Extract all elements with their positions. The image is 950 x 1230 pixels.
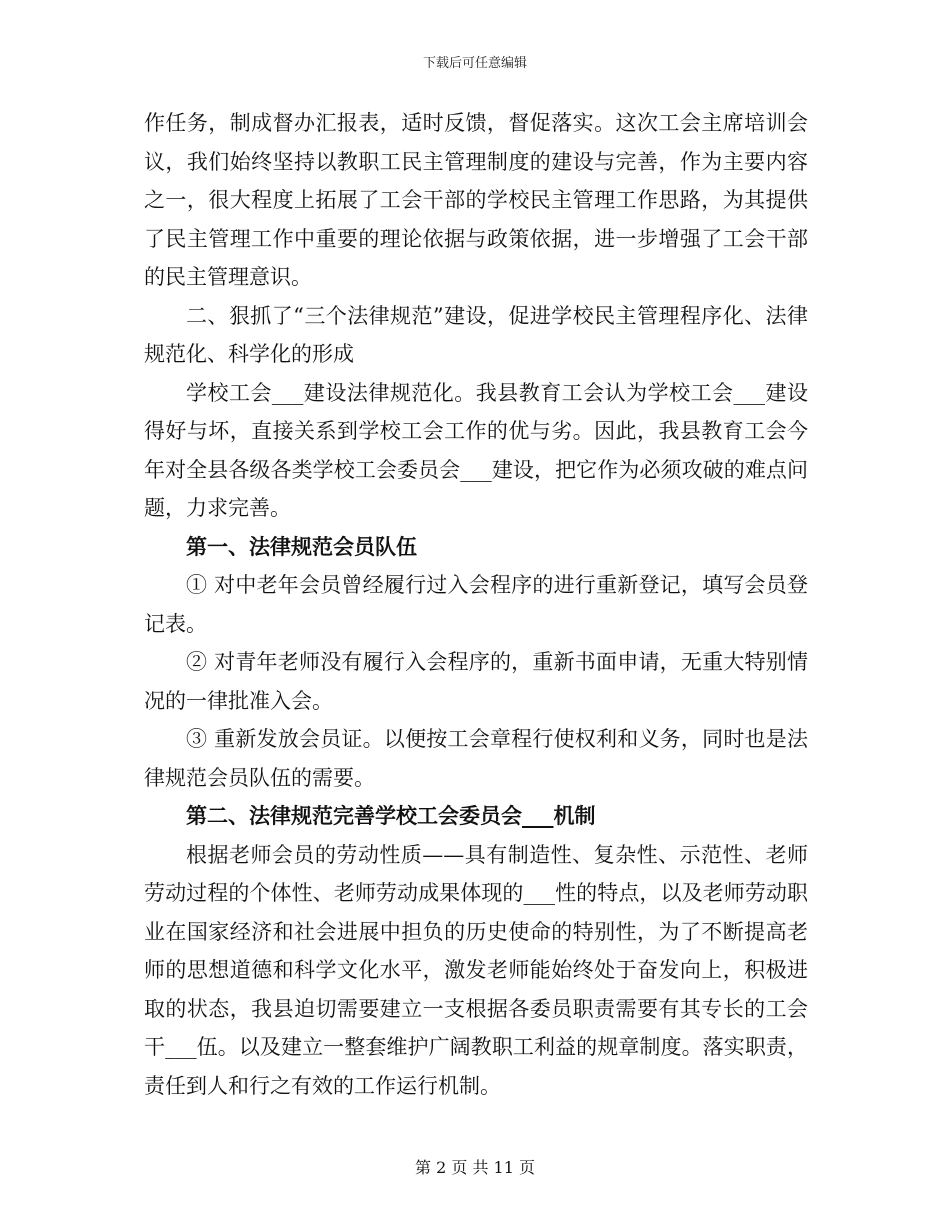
page-header-note: 下载后可任意编辑 bbox=[422, 56, 527, 71]
paragraph-continuation: 作任务，制成督办汇报表，适时反馈，督促落实。这次工会主席培训会议，我们始终坚持以教职工民主管理制度的建设与完善，作为主要内容之一，很大程度上拓展了工会干部的学校民主管理工作思路，为其提供了民主管理工作中重要的理论依据与政策依据，进一步增强了工会干部的民主管理意识。 bbox=[144, 111, 808, 289]
page-number: 第 2 页 共 11 页 bbox=[415, 1158, 535, 1177]
list-item-1: ① 对中老年会员曾经履行过入会程序的进行重新登记，填写会员登记表。 bbox=[144, 573, 808, 636]
list-item-3: ③ 重新发放会员证。以便按工会章程行使权利和义务，同时也是法律规范会员队伍的需要。 bbox=[144, 727, 808, 790]
paragraph-teacher-labor: 根据老师会员的劳动性质——具有制造性、复杂性、示范性、老师劳动过程的个体性、老师劳动成果体现的___性的特点，以及老师劳动职业在国家经济和社会进展中担负的历史使命的特别性，为了不断提高老师的思想道德和科学文化水平，激发老师能始终处于奋发向上，积极进取的状态，我县迫切需要建立一支根据各委员职责需要有其专长的工会干___伍。以及建立一整套维护广阔教职工利益的规章制度。落实职责，责任到人和行之有效的工作运行机制。 bbox=[144, 842, 808, 1098]
paragraph-union-organization: 学校工会___建设法律规范化。我县教育工会认为学校工会___建设得好与坏，直接关系到学校工会工作的优与劣。因此，我县教育工会今年对全县各级各类学校工会委员会___建设，把它作为必须攻破的难点问题，力求完善。 bbox=[144, 380, 808, 520]
document-body bbox=[144, 104, 808, 1105]
subheading-committee-mechanism: 第二、法律规范完善学校工会委员会___机制 bbox=[186, 803, 596, 828]
list-item-2: ② 对青年老师没有履行入会程序的，重新书面申请，无重大特别情况的一律批准入会。 bbox=[144, 650, 808, 713]
section-heading-two: 二、狠抓了“三个法律规范”建设，促进学校民主管理程序化、法律规范化、科学化的形成 bbox=[144, 303, 808, 366]
subheading-member-team: 第一、法律规范会员队伍 bbox=[186, 533, 417, 559]
